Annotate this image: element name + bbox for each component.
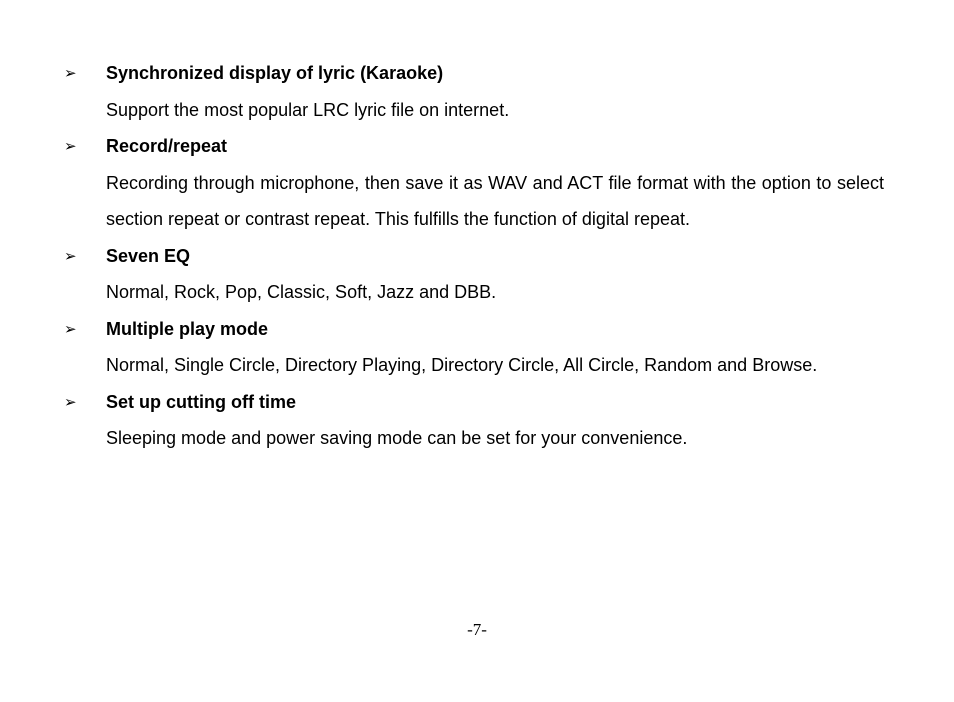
feature-title: Record/repeat xyxy=(106,136,228,156)
feature-title: Seven EQ xyxy=(106,245,191,266)
feature-item-play-mode xyxy=(64,311,884,384)
arrow-bullet-icon: ➢ xyxy=(64,392,77,411)
arrow-bullet-icon: ➢ xyxy=(64,137,77,155)
feature-title: Set up cutting off time xyxy=(106,391,296,412)
feature-title: Synchronized display of lyric (Karaoke) xyxy=(106,63,444,83)
arrow-bullet-icon: ➢ xyxy=(64,246,77,265)
feature-description: Support the most popular LRC lyric file on internet. xyxy=(106,99,510,120)
feature-description: Sleeping mode and power saving mode can be set for your convenience. xyxy=(106,428,688,448)
arrow-bullet-icon: ➢ xyxy=(64,319,77,338)
feature-description: Normal, Single Circle, Directory Playing, Directory Circle, All Circle, Random and Browse. xyxy=(106,355,818,375)
feature-list xyxy=(64,55,884,457)
feature-item-seven-eq xyxy=(64,238,884,311)
feature-item-record-repeat xyxy=(64,128,884,238)
feature-description: Normal, Rock, Pop, Classic, Soft, Jazz and DBB. xyxy=(106,282,497,302)
page-number: -7- xyxy=(467,620,487,639)
feature-item-karaoke xyxy=(64,55,884,128)
feature-item-cutting-off-time xyxy=(64,384,884,457)
arrow-bullet-icon: ➢ xyxy=(64,64,77,82)
feature-title: Multiple play mode xyxy=(106,318,269,339)
feature-description: Recording through microphone, then save it as WAV and ACT file format with the option to select section repeat or contrast repeat. This fulfills the function of digital repeat. xyxy=(106,172,884,229)
